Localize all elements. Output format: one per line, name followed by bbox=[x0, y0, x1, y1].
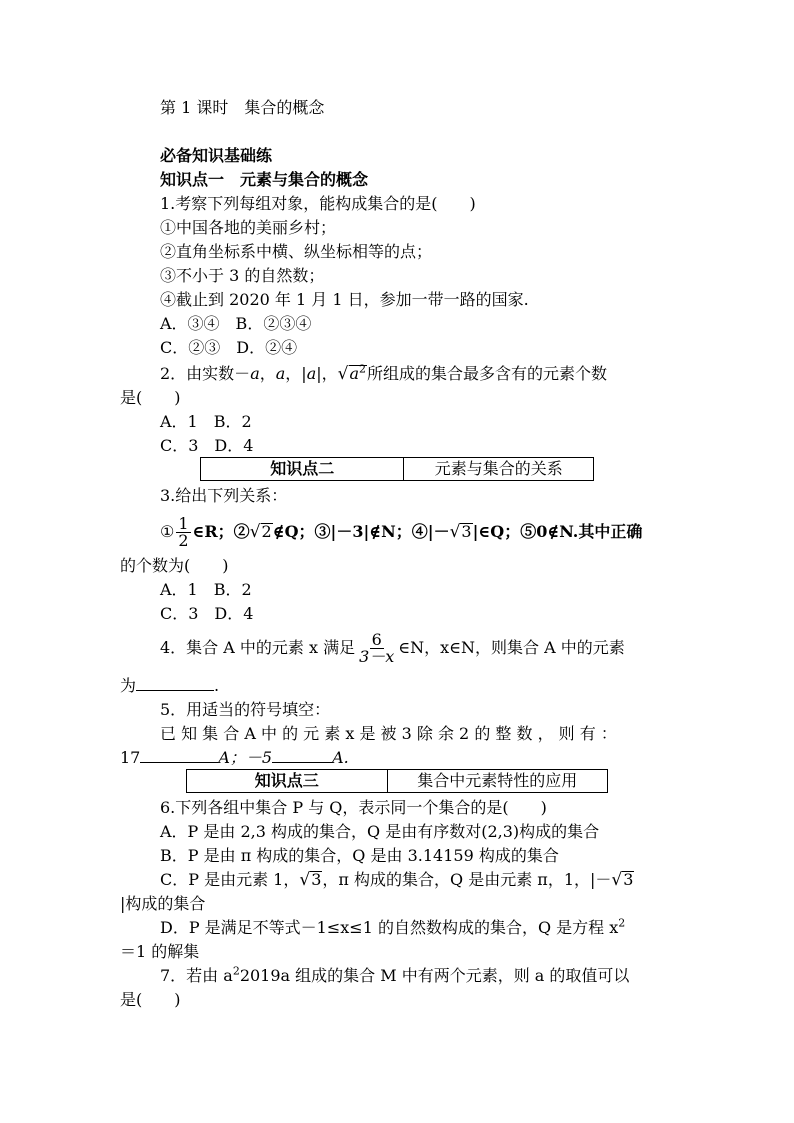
page-title: 第 1 课时 集合的概念 bbox=[160, 98, 325, 117]
q1-stem: 1.考察下列每组对象，能构成集合的是( ) bbox=[160, 194, 476, 213]
kp3-title: 集合中元素特性的应用 bbox=[387, 770, 607, 792]
q1-item-2: ②直角坐标系中横、纵坐标相等的点； bbox=[160, 242, 433, 261]
q4-answer-blank[interactable] bbox=[136, 674, 214, 691]
q5-condition: 已 知 集 合 A 中 的 元 素 x 是 被 3 除 余 2 的 整 数 ， 则 有 ： bbox=[160, 724, 617, 743]
q6-option-c-cont: |构成的集合 bbox=[120, 894, 206, 913]
q6-option-d-cont: ＝1 的解集 bbox=[120, 942, 200, 961]
q1-options-cd: C．②③ D．②④ bbox=[160, 338, 298, 357]
q1-item-1: ①中国各地的美丽乡村； bbox=[160, 218, 337, 237]
q3-options-ab: A．1 B．2 bbox=[160, 580, 252, 599]
q2-options-cd: C．3 D．4 bbox=[160, 436, 254, 455]
q6-option-c: C．P 是由元素 1，√3，π 构成的集合，Q 是由元素 π，1，|－√3 bbox=[160, 870, 634, 890]
section-title: 必备知识基础练 bbox=[160, 146, 273, 165]
q4-answer-line: 为 . bbox=[120, 676, 220, 695]
kp3-label: 知识点三 bbox=[254, 771, 319, 790]
q2-options-ab: A．1 B．2 bbox=[160, 412, 252, 431]
q7-stem: 7．若由 $a^22019a$ 组成的集合 M 中有两个元素，则 a 的取值可以 bbox=[160, 964, 630, 985]
knowledge-point-2-box bbox=[200, 457, 594, 481]
q2-stem-cont: 是( ) bbox=[120, 388, 181, 407]
q5-blank-1[interactable] bbox=[140, 746, 218, 763]
q5-blank-2[interactable] bbox=[272, 746, 332, 763]
q3-stem-cont: 的个数为( ) bbox=[120, 556, 229, 575]
q6-option-b: B．P 是由 π 构成的集合，Q 是由 3.14159 构成的集合 bbox=[160, 846, 559, 865]
q1-item-3: ③不小于 3 的自然数； bbox=[160, 266, 325, 285]
q1-item-4: ④截止到 2020 年 1 月 1 日，参加一带一路的国家. bbox=[160, 290, 529, 309]
q3-relations: ① $\frac{1}{2}$ ∈R；②√2∉Q；③|－3|∉N；④|－√3|∈Q；⑤0∉N.其中正确 bbox=[160, 514, 643, 550]
q2-stem: 2．由实数－a，a，|a|，$√a^2$所组成的集合最多含有的元素个数 bbox=[160, 362, 608, 384]
q5-fill-line: 17 A；－5 A. bbox=[120, 748, 349, 767]
kp2-label: 知识点二 bbox=[270, 459, 335, 478]
q1-options-ab: A．③④ B．②③④ bbox=[160, 314, 312, 333]
knowledge-point-1: 知识点一 元素与集合的概念 bbox=[160, 170, 369, 189]
q3-options-cd: C．3 D．4 bbox=[160, 604, 254, 623]
q6-stem: 6.下列各组中集合 P 与 Q，表示同一个集合的是( ) bbox=[160, 798, 547, 817]
q6-option-d: D．P 是满足不等式－1≤x≤1 的自然数构成的集合，Q 是方程 $x^2$ bbox=[160, 916, 626, 937]
kp2-title: 元素与集合的关系 bbox=[403, 458, 593, 480]
q5-stem: 5．用适当的符号填空： bbox=[160, 700, 331, 719]
q6-option-a: A．P 是由 2,3 构成的集合，Q 是由有序数对(2,3)构成的集合 bbox=[160, 822, 600, 841]
fraction-one-half: $\frac{1}{2}$ bbox=[178, 514, 189, 550]
knowledge-point-3-box bbox=[186, 769, 608, 793]
q3-stem: 3.给出下列关系： bbox=[160, 486, 288, 505]
sqrt-symbol: √ bbox=[337, 364, 349, 384]
fraction-6-over-3-minus-x: $\frac{6}{3-x}$ bbox=[359, 630, 395, 666]
q4-stem: 4．集合 A 中的元素 x 满足 $\frac{6}{3-x}$ ∈N，x∈N，则集合 A 中的元素 bbox=[160, 630, 625, 666]
q7-stem-cont: 是( ) bbox=[120, 990, 181, 1009]
